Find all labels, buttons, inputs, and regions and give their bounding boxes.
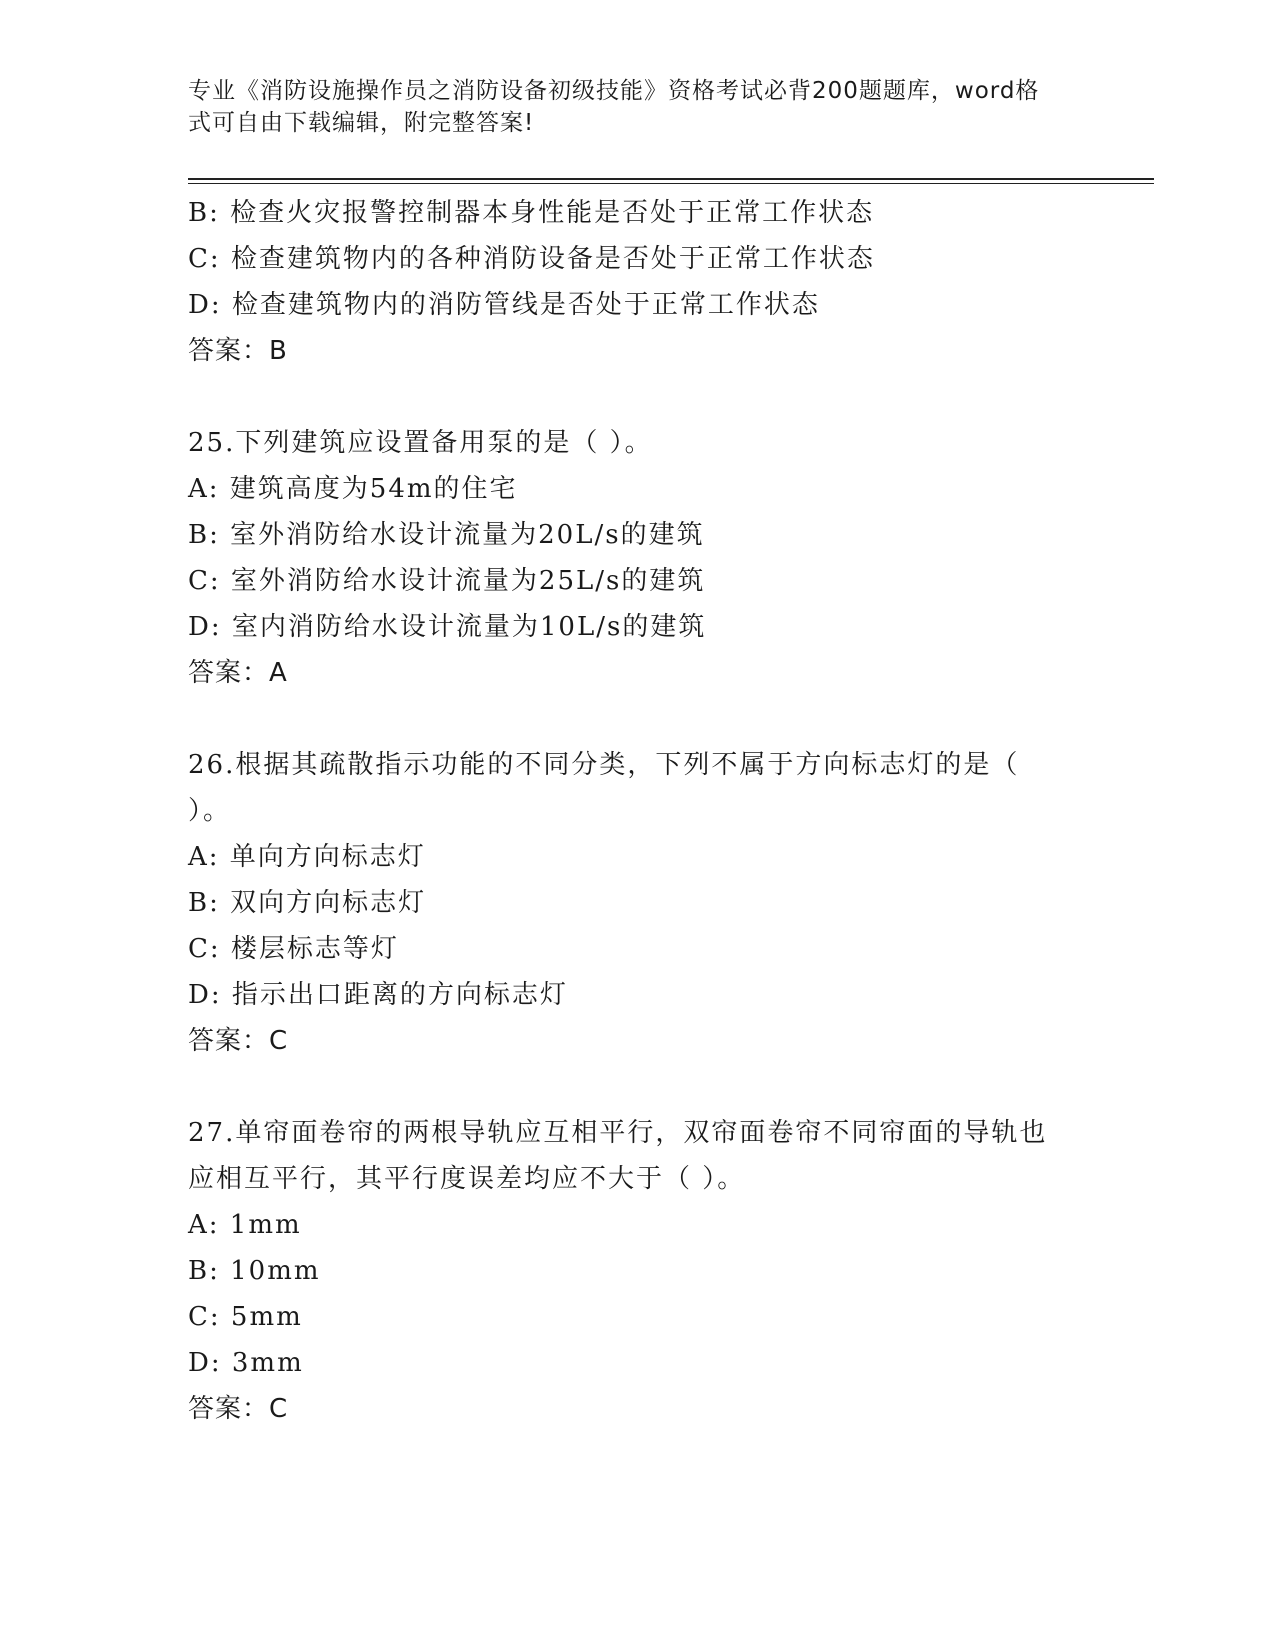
document-header	[188, 75, 1088, 139]
question-24-continuation	[188, 190, 1088, 374]
answer-label: 答案：C	[188, 1394, 289, 1424]
option-d: D: 指示出口距离的方向标志灯	[188, 980, 568, 1010]
question-25	[188, 420, 1088, 696]
option-b: B: 室外消防给水设计流量为20L/s的建筑	[188, 520, 705, 550]
spacer	[188, 696, 1088, 742]
option-a: A: 单向方向标志灯	[188, 842, 426, 872]
header-line-1: 专业《消防设施操作员之消防设备初级技能》资格考试必背200题题库，word格	[188, 78, 1040, 104]
option-b: B: 检查火灾报警控制器本身性能是否处于正常工作状态	[188, 198, 875, 228]
option-c: C: 室外消防给水设计流量为25L/s的建筑	[188, 566, 706, 596]
question-content	[188, 190, 1088, 1432]
answer-label: 答案：A	[188, 658, 288, 688]
answer-label: 答案：C	[188, 1026, 289, 1056]
question-stem: 26.根据其疏散指示功能的不同分类，下列不属于方向标志灯的是（	[188, 750, 1020, 780]
option-b: B: 10mm	[188, 1256, 321, 1286]
question-stem-continued: ）。	[188, 796, 232, 826]
option-b: B: 双向方向标志灯	[188, 888, 427, 918]
spacer	[188, 374, 1088, 420]
question-stem: 27.单帘面卷帘的两根导轨应互相平行，双帘面卷帘不同帘面的导轨也	[188, 1118, 1048, 1148]
option-d: D: 室内消防给水设计流量为10L/s的建筑	[188, 612, 707, 642]
answer-label: 答案：B	[188, 336, 288, 366]
question-stem: 25.下列建筑应设置备用泵的是（ ）。	[188, 428, 653, 458]
question-26	[188, 742, 1088, 1064]
option-c: C: 5mm	[188, 1302, 303, 1332]
header-divider-thin	[188, 183, 1154, 184]
option-a: A: 建筑高度为54m的住宅	[188, 474, 518, 504]
option-d: D: 3mm	[188, 1348, 304, 1378]
question-27	[188, 1110, 1088, 1432]
option-c: C: 楼层标志等灯	[188, 934, 399, 964]
option-a: A: 1mm	[188, 1210, 302, 1240]
header-divider-thick	[188, 178, 1154, 180]
option-d: D: 检查建筑物内的消防管线是否处于正常工作状态	[188, 290, 820, 320]
option-c: C: 检查建筑物内的各种消防设备是否处于正常工作状态	[188, 244, 875, 274]
header-line-2: 式可自由下载编辑，附完整答案!	[188, 110, 535, 136]
question-stem-continued: 应相互平行，其平行度误差均应不大于（ ）。	[188, 1164, 746, 1194]
spacer	[188, 1064, 1088, 1110]
